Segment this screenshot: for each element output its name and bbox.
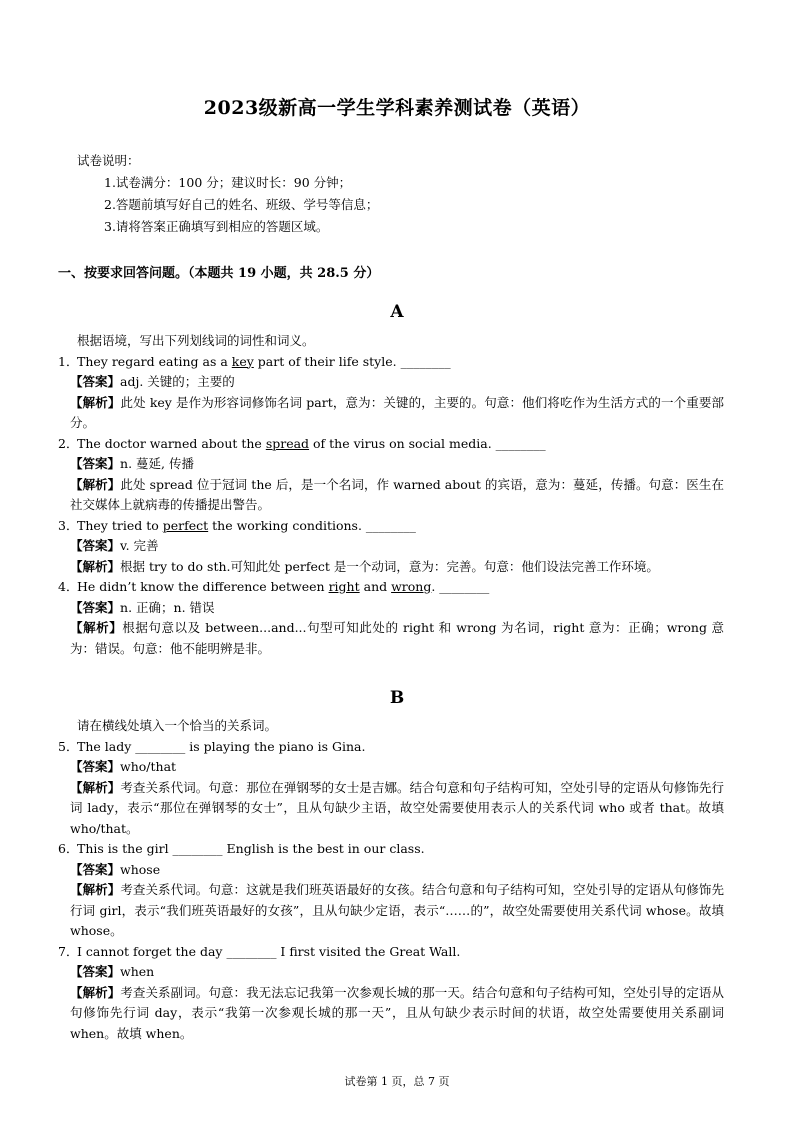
question-7 [58,942,724,963]
answer-line [58,962,724,983]
analysis-text: 根据 try to do sth.可知此处 perfect 是一个动词，意为：完善。句意：他们设法完善工作环境。 [120,558,659,574]
question-1 [58,352,724,373]
part-a-label: A [390,302,404,322]
analysis-tag: 【解析】 [70,984,121,1000]
question-text: I cannot forget the day ________ I first visited the Great Wall. [77,943,461,959]
question-text-end: of the virus on social media. ________ [309,435,546,451]
analysis-line [58,475,724,516]
analysis-tag: 【解析】 [70,476,121,492]
question-5 [58,737,724,758]
question-text: The lady ________ is playing the piano is Gina. [77,738,366,754]
question-text-end: the working conditions. ________ [208,517,416,533]
question-2 [58,434,724,455]
part-a-instruction: 根据语境，写出下列划线词的词性和词义。 [77,333,315,348]
answer-tag: 【答案】 [70,456,121,471]
question-number: 7． [58,943,79,959]
underlined-word: spread [265,435,310,451]
question-number: 5． [58,738,79,754]
question-number: 3． [58,517,79,533]
analysis-text: 考查关系副词。句意：我无法忘记我第一次参观长城的那一天。结合句意和句子结构可知，空处引导的定语从句修饰先行词 day，表示“我第一次参观长城的那一天”，且从句缺少表示时间的状语，故空处需要使用关系副词 when。故填 when。 [70,984,724,1041]
analysis-line [58,393,724,434]
answer-text: n. 蔓延, 传播 [120,456,194,471]
analysis-tag: 【解析】 [70,558,121,574]
underlined-word: right [328,579,360,594]
question-number: 1． [58,353,79,369]
question-text: He didn’t know the difference between [77,579,329,594]
answer-line [58,454,724,475]
analysis-line [58,618,724,659]
question-6 [58,839,724,860]
analysis-tag: 【解析】 [70,620,123,635]
analysis-line [58,880,724,942]
analysis-text: 此处 spread 位于冠词 the 后，是一个名词，作 warned about 的宾语，意为：蔓延，传播。句意：医生在社交媒体上就病毒的传播提出警告。 [70,476,724,512]
page-title: 2023级新高一学生学科素养测试卷（英语） [203,97,591,119]
question-text-end: . ________ [431,579,490,594]
question-number: 4． [58,579,79,594]
answer-text: who/that [120,759,177,774]
analysis-line [58,557,724,578]
exam-instructions [77,150,378,238]
page-footer: 试卷第 1 页，总 7 页 [344,1075,450,1088]
underlined-word: perfect [162,517,209,533]
analysis-text: 此处 key 是作为形容词修饰名词 part，意为：关键的，主要的。句意：他们将吃作为生活方式的一个重要部分。 [70,394,724,430]
answer-line [58,757,724,778]
instruction-item: 1.试卷满分：100 分；建议时长：90 分钟； [104,175,352,190]
question-text-end: part of their life style. ________ [253,353,451,369]
part-b-instruction: 请在横线处填入一个恰当的关系词。 [77,718,278,733]
answer-text: when [120,964,155,979]
answer-tag: 【答案】 [70,964,121,979]
question-text-mid: and [359,579,392,594]
part-b-label: B [389,688,405,708]
analysis-line [58,983,724,1045]
question-number: 2． [58,435,79,451]
answer-line [58,536,724,557]
answer-tag: 【答案】 [70,599,121,615]
answer-tag: 【答案】 [70,861,121,877]
underlined-word: wrong [391,579,432,594]
answer-text: adj. 关键的；主要的 [120,374,235,389]
question-text: They tried to [77,517,163,533]
answer-tag: 【答案】 [70,374,121,389]
question-4 [58,577,724,598]
question-text: They regard eating as a [77,353,232,369]
answer-text: n. 正确；n. 错误 [120,599,215,615]
instructions-heading: 试卷说明： [77,153,140,168]
analysis-tag: 【解析】 [70,882,121,897]
question-number: 6． [58,841,79,856]
answer-line [58,860,724,881]
section-heading: 一、按要求回答问题。（本题共 19 小题，共 28.5 分） [58,266,380,281]
underlined-word: key [231,353,254,369]
answer-tag: 【答案】 [70,759,121,774]
analysis-text: 根据句意以及 between...and...句型可知此处的 right 和 wrong 为名词，right 意为：正确；wrong 意为：错误。句意：他不能明辨是非。 [70,620,724,656]
answer-text: whose [120,861,161,877]
instruction-item: 2.答题前填写好自己的姓名、班级、学号等信息； [104,197,379,212]
analysis-tag: 【解析】 [70,394,121,410]
analysis-text: 考查关系代词。句意：这就是我们班英语最好的女孩。结合句意和句子结构可知，空处引导的定语从句修饰先行词 girl，表示“我们班英语最好的女孩”，且从句缺少定语，表示“……的”，故空处需要使用关系代词 whose。故填 whose。 [70,882,724,938]
analysis-tag: 【解析】 [70,779,121,795]
part-a [58,331,724,659]
answer-line [58,598,724,619]
analysis-line [58,778,724,840]
instruction-item: 3.请将答案正确填写到相应的答题区域。 [104,219,329,234]
answer-text: v. 完善 [120,538,159,553]
answer-line [58,372,724,393]
part-b [58,716,724,1044]
question-text: This is the girl ________ English is the best in our class. [77,841,425,856]
question-3 [58,516,724,537]
question-text: The doctor warned about the [77,435,266,451]
analysis-text: 考查关系代词。句意：那位在弹钢琴的女士是吉娜。结合句意和句子结构可知，空处引导的定语从句修饰先行词 lady，表示“那位在弹钢琴的女士”，且从句缺少主语，故空处需要使用表示人的关系代词 who 或者 that。故填 who/that。 [70,779,724,836]
answer-tag: 【答案】 [70,538,121,553]
